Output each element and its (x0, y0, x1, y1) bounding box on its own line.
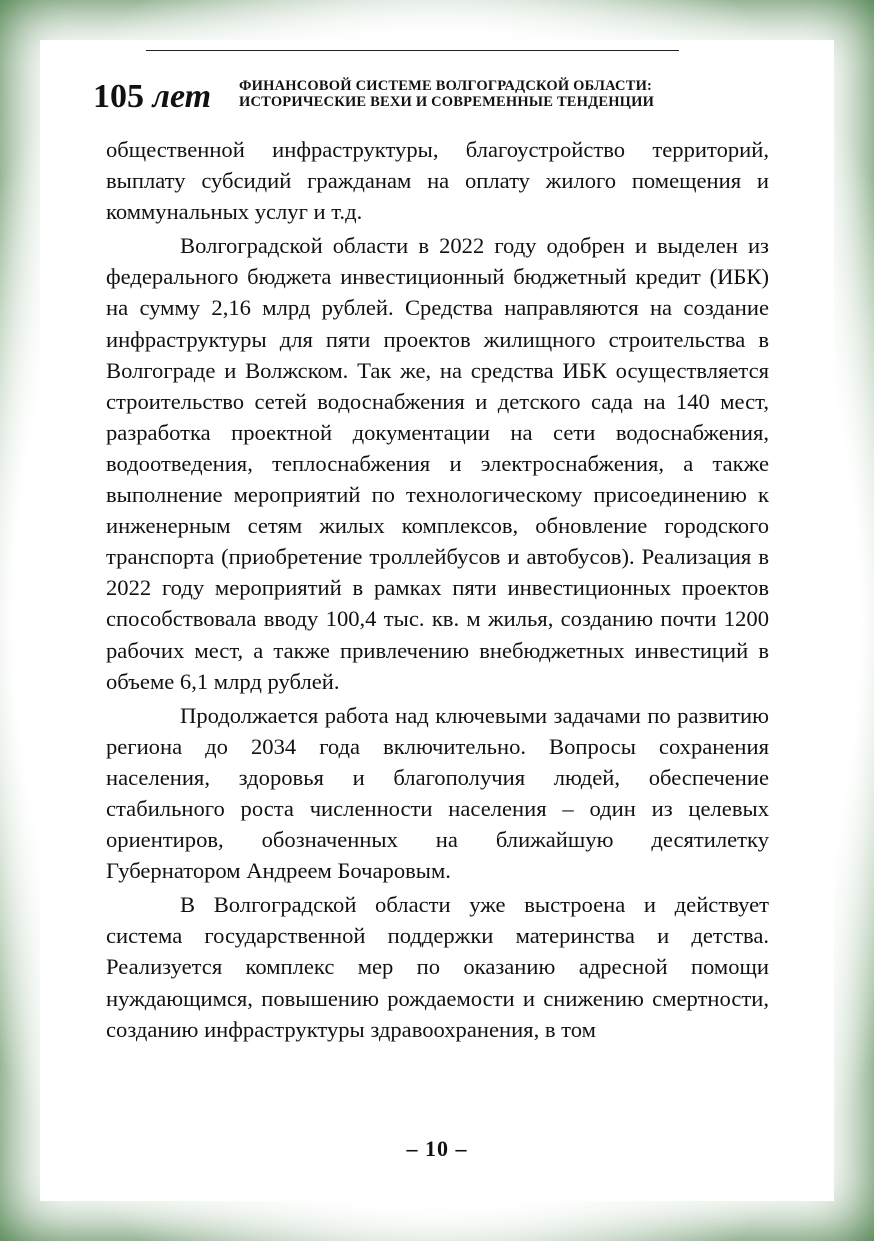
paragraph-2: Волгоградской области в 2022 году одобрен и выделен из федерального бюджета инвестиционный бюджетный кредит (ИБК) на сумму 2,16 млрд рублей. Средства направляются на создание инфраструктуры для пяти проектов жилищного строительства в Волгограде и Волжском. Так же, на средства ИБК осуществляется строительство сетей водоснабжения и детского сада на 140 мест, разработка проектной документации на сети водоснабжения, водоотведения, теплоснабжения и электроснабжения, а также выполнение мероприятий по технологическому присоединению к инженерным сетям жилых комплексов, обновление городского транспорта (приобретение троллейбусов и автобусов). Реализация в 2022 году мероприятий в рамках пяти инвестиционных проектов способствовала вводу 100,4 тыс. кв. м жилья, созданию почти 1200 рабочих мест, а также привлечению внебюджетных инвестиций в объеме 6,1 млрд рублей. (106, 233, 769, 694)
paragraph-4: В Волгоградской области уже выстроена и действует система государственной поддержки материнства и детства. Реализуется комплекс мер по оказанию адресной помощи нуждающимся, повышению рождаемости и снижению смертности, созданию инфраструктуры здравоохранения, в том (106, 892, 769, 1042)
header-subtitle (239, 78, 773, 110)
paragraph-3: Продолжается работа над ключевыми задачами по развитию региона до 2034 года включительно. Вопросы сохранения населения, здоровья и благополучия людей, обеспечение стабильного роста численности населения – один из целевых ориентиров, обозначенных на ближайшую десятилетку Губернатором Андреем Бочаровым. (106, 702, 769, 884)
header-years-number: 105 (93, 78, 144, 115)
page-number: – 10 – (406, 1136, 468, 1161)
header-years-word: лет (152, 78, 212, 115)
paragraph-1: общественной инфраструктуры, благоустройство территорий, выплату субсидий гражданам на оплату жилого помещения и коммунальных услуг и т.д. (106, 137, 769, 225)
header-rule (146, 50, 679, 51)
body-text (106, 134, 769, 1045)
running-header (93, 70, 773, 126)
header-subtitle-line2: ИСТОРИЧЕСКИЕ ВЕХИ И СОВРЕМЕННЫЕ ТЕНДЕНЦИИ (239, 94, 655, 110)
header-anniversary (93, 78, 211, 116)
header-subtitle-line1: ФИНАНСОВОЙ СИСТЕМЕ ВОЛГОГРАДСКОЙ ОБЛАСТИ: (239, 78, 653, 94)
